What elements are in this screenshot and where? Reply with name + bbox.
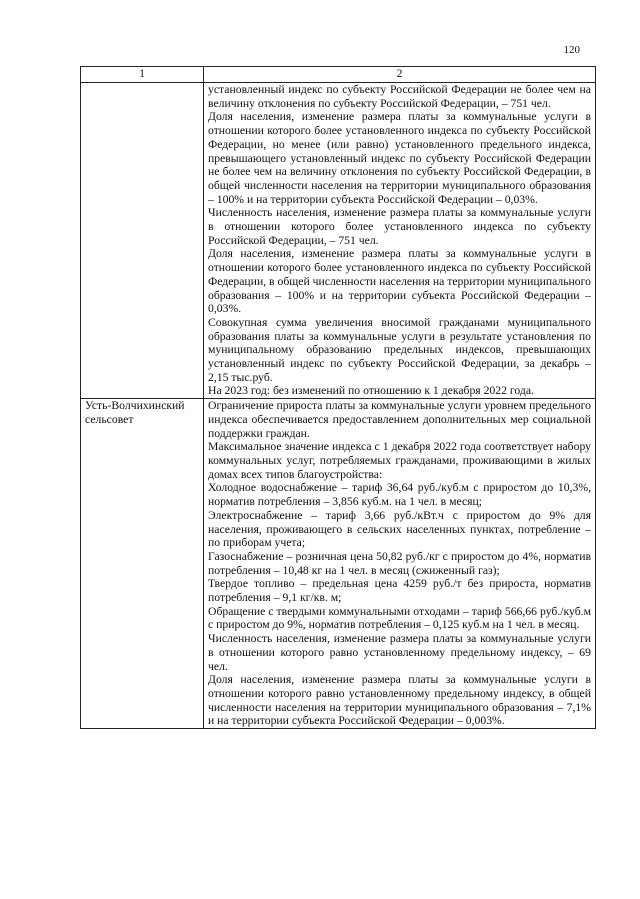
paragraph: Доля населения, изменение размера платы за коммунальные услуги в отношении которого равно установленному предельному индексу, в общей численности населения на территории муниципального образования – 7,1% и на территории субъекта Российской Федерации – 0,003%. [208,673,591,728]
paragraph: Электроснабжение – тариф 3,66 руб./кВт.ч с приростом до 9% для населения, проживающего в сельских населенных пунктах, потребление – по приборам учета; [208,508,591,550]
paragraph: Ограничение прироста платы за коммунальные услуги уровнем предельного индекса обеспечивается предоставлением дополнительных мер социальной поддержки граждан. [208,399,591,440]
paragraph: Максимальное значение индекса с 1 декабря 2022 года соответствует набору коммунальных услуг, потребляемых гражданами, проживающими в жилых домах всех типов благоустройства: [208,440,591,481]
column-header-1: 1 [81,67,204,83]
paragraph: Численность населения, изменение размера платы за коммунальные услуги в отношении которого равно установленному предельному индексу, – 69 чел. [208,632,591,673]
paragraph: Газоснабжение – розничная цена 50,82 руб./кг с приростом до 4%, норматив потребления – 10,48 кг на 1 чел. в месяц (сжиженный газ); [208,549,591,577]
column-header-2: 2 [204,67,596,83]
municipality-cell: Усть-Волчихинский сельсовет [81,399,204,729]
paragraph: установленный индекс по субъекту Российской Федерации не более чем на величину отклонения по субъекту Российской Федерации, – 751 чел. [208,83,591,110]
table-row [81,399,596,729]
paragraph: Холодное водоснабжение – тариф 36,64 руб./куб.м с приростом до 10,3%, норматив потребления – 3,856 куб.м. на 1 чел. в месяц; [208,481,591,509]
paragraph: Доля населения, изменение размера платы за коммунальные услуги в отношении которого более установленного индекса по субъекту Российской Федерации, но менее (или равно) установленного предельного индекса, превышающего установленный индекс по субъекту Российской Федерации не более чем на величину отклонения по субъекту Российской Федерации, в общей численности населения на территории муниципального образования – 100% и на территории субъекта Российской Федерации – 0,03%. [208,110,591,206]
paragraph: Совокупная сумма увеличения вносимой гражданами муниципального образования платы за коммунальные услуги в результате установления по муниципальному образованию предельных индексов, превышающих установленный индекс по субъекту Российской Федерации, за декабрь – 2,15 тыс.руб. [208,315,591,384]
paragraph: Доля населения, изменение размера платы за коммунальные услуги в отношении которого более установленного индекса по субъекту Российской Федерации, в общей численности населения на территории муниципального образования – 100% и на территории субъекта Российской Федерации – 0,03%. [208,247,591,316]
municipality-cell [81,83,204,399]
paragraph: Твердое топливо – предельная цена 4259 руб./т без прироста, норматив потребления – 9,1 кг/кв. м; [208,577,591,605]
page-number: 120 [563,44,580,56]
paragraph: На 2023 год: без изменений по отношению к 1 декабря 2022 года. [208,384,534,398]
table-row [81,83,596,399]
paragraph: Численность населения, изменение размера платы за коммунальные услуги в отношении которого более установленного индекса по субъекту Российской Федерации, – 751 чел. [208,206,591,247]
document-table [80,66,596,729]
paragraph: Обращение с твердыми коммунальными отходами – тариф 566,66 руб./куб.м с приростом до 9%, норматив потребления – 0,125 куб.м на 1 чел. в месяц. [208,604,591,632]
table-header-row [81,67,596,83]
description-cell [204,399,596,729]
description-cell [204,83,596,399]
